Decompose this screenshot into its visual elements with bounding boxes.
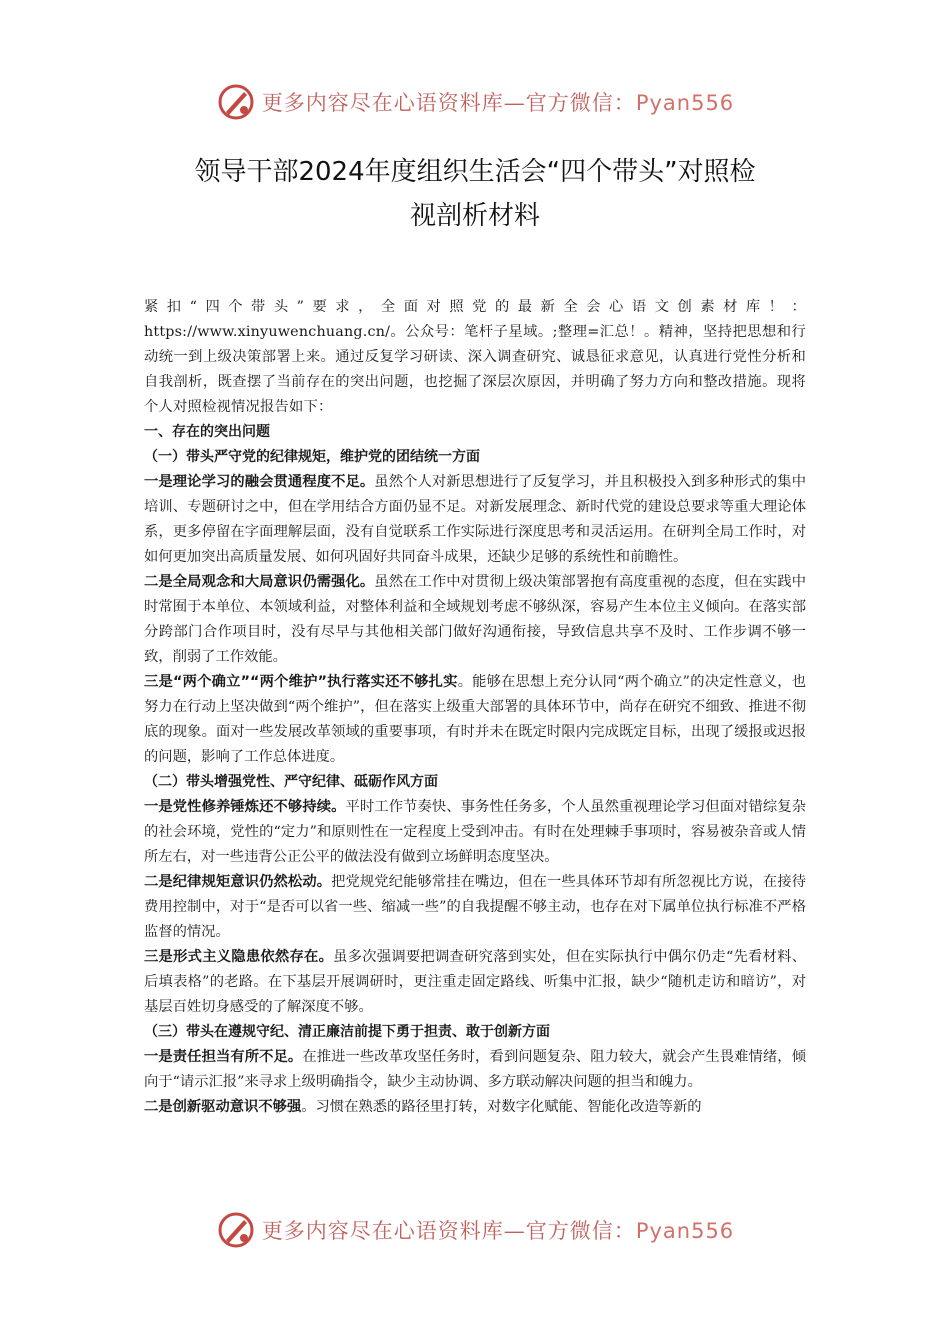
section-heading: 一、存在的突出问题 [144,424,270,440]
paragraph-2: 二是全局观念和大局意识仍需强化。虽然在工作中对贯彻上级决策部署抱有高度重视的态度，但在实践中时常囿于本单位、本领域利益，对整体利益和全域规划考虑不够纵深，容易产生本位主义倾向。在落实部分跨部门合作项目时，没有尽早与其他相关部门做好沟通衔接，导致信息共享不及时、工作步调不够一致，削弱了工作效能。 [144,574,806,665]
subsection-heading-3: （三）带头在遵规守纪、清正廉洁前提下勇于担责、敢于创新方面 [144,1024,550,1040]
document-title [120,150,830,238]
document-body [144,295,806,1120]
paragraph-3: 三是“两个确立”“两个维护”执行落实还不够扎实。能够在思想上充分认同“两个确立”的决定性意义，也努力在行动上坚决做到“两个维护”，但在落实上级重大部署的具体环节中，尚存在研究不细致、推进不彻底的现象。面对一些发展改革领域的重要事项，有时并未在既定时限内完成既定目标，出现了缓报或迟报的问题，影响了工作总体进度。 [144,674,806,765]
paragraph-1: 一是理论学习的融会贯通程度不足。虽然个人对新思想进行了反复学习，并且积极投入到多种形式的集中培训、专题研讨之中，但在学用结合方面仍显不足。对新发展理念、新时代党的建设总要求等重大理论体系，更多停留在字面理解层面，没有自觉联系工作实际进行深度思考和灵活运用。在研判全局工作时，对如何更加突出高质量发展、如何巩固好共同奋斗成果，还缺少足够的系统性和前瞻性。 [144,474,806,565]
paragraph-6: 三是形式主义隐患依然存在。虽多次强调要把调查研究落到实处，但在实际执行中偶尔仍走“先看材料、后填表格”的老路。在下基层开展调研时，更注重走固定路线、听集中汇报，缺少“随机走访和暗访”，对基层百姓切身感受的了解深度不够。 [144,949,807,1015]
paragraph-4: 一是党性修养锤炼还不够持续。平时工作节奏快、事务性任务多，个人虽然重视理论学习但面对错综复杂的社会环境，党性的“定力”和原则性在一定程度上受到冲击。有时在处理棘手事项时，容易被杂音或人情所左右，对一些违背公正公平的做法没有做到立场鲜明态度坚决。 [144,799,807,865]
paragraph-8: 二是创新驱动意识不够强。习惯在熟悉的路径里打转，对数字化赋能、智能化改造等新的 [144,1099,702,1115]
pen-logo-icon [216,82,256,122]
title-line-1: 领导干部2024年度组织生活会“四个带头”对照检 [194,157,756,187]
banner-text: 更多内容尽在心语资料库—官方微信：Pyan556 [261,91,735,115]
intro-paragraph: 紧扣“四个带头”要求，全面对照党的最新全会心语文创素材库！：https://www.xinyuwenchuang.cn/。公众号：笔杆子星域。;整理=汇总！。精神，坚持把思想和行动统一到上级决策部署上来。通过反复学习研读、深入调查研究、诚恳征求意见，认真进行党性分析和自我剖析，既查摆了当前存在的突出问题，也挖掘了深层次原因，并明确了努力方向和整改措施。现将个人对照检视情况报告如下： [144,299,806,415]
banner-text: 更多内容尽在心语资料库—官方微信：Pyan556 [261,1219,735,1243]
header-watermark-banner [0,80,950,124]
footer-watermark-banner [0,1208,950,1252]
subsection-heading-2: （二）带头增强党性、严守纪律、砥砺作风方面 [144,774,438,790]
pen-logo-icon [216,1210,256,1250]
subsection-heading-1: （一）带头严守党的纪律规矩，维护党的团结统一方面 [144,449,480,465]
paragraph-7: 一是责任担当有所不足。在推进一些改革攻坚任务时，看到问题复杂、阻力较大，就会产生畏难情绪，倾向于“请示汇报”来寻求上级明确指令，缺少主动协调、多方联动解决问题的担当和魄力。 [144,1049,806,1090]
paragraph-5: 二是纪律规矩意识仍然松动。把党规党纪能够常挂在嘴边，但在一些具体环节却有所忽视比方说，在接待费用控制中，对于“是否可以省一些、缩减一些”的自我提醒不够主动，也存在对下属单位执行标准不严格监督的情况。 [144,874,807,940]
title-line-2: 视剖析材料 [409,201,540,231]
